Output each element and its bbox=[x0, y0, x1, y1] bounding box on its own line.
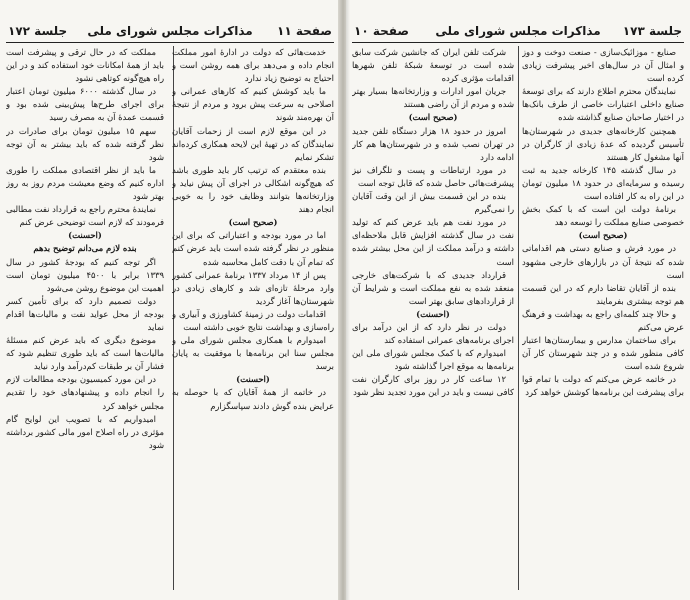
paragraph: مملکت که در حال ترقی و پیشرفت است باید از همهٔ امکانات خود استفاده کند و در این راه هیچ‌گونه کوتاهی نشود bbox=[6, 47, 164, 84]
paragraph: در مورد فرش و صنایع دستی هم اقداماتی شده که نتیجهٔ آن در بازارهای خارجی مشهود است bbox=[522, 243, 684, 280]
paragraph: برای ساختمان مدارس و بیمارستان‌ها اعتبار کافی منظور شده و در چند شهرستان کار آن شروع شده است bbox=[522, 335, 684, 372]
paragraph: خدمت‌هائی که دولت در ادارهٔ امور مملکت انجام داده و می‌دهد برای همه روشن است و احتیاج به توضیح زیاد ندارد bbox=[172, 47, 334, 84]
speaker-line: بنده لازم می‌دانم توضیح بدهم bbox=[33, 243, 137, 254]
paragraph: شرکت تلفن ایران که جانشین شرکت سابق شده است در توسعهٔ شبکهٔ تلفن شهرها اقدامات مؤثری کرده bbox=[352, 47, 514, 84]
paragraph: ما باید کوشش کنیم که کارهای عمرانی و اصلاحی به سرعت پیش برود و مردم از نتیجهٔ آن بهره‌مند شوند bbox=[172, 86, 334, 123]
left-page-header bbox=[8, 24, 332, 42]
interjection: (احسنت) bbox=[68, 230, 102, 241]
interjection: (احسنت) bbox=[416, 308, 450, 319]
right-page-title: مذاکرات مجلس شورای ملی bbox=[435, 24, 601, 38]
gutter-shadow bbox=[346, 0, 350, 600]
right-page-left-column bbox=[352, 46, 514, 594]
paragraph: دولت تصمیم دارد که برای تأمین کسر بودجه از محل عواید نفت و مالیات‌ها اقدام نماید bbox=[6, 295, 164, 332]
paragraph: نمایندگان محترم اطلاع دارند که برای توسعهٔ صنایع داخلی اعتبارات خاصی از طرف بانک‌ها در اختیار صاحبان صنایع گذاشته شده bbox=[522, 86, 684, 123]
paragraph: در این مورد کمیسیون بودجه مطالعات لازم را انجام داده و پیشنهادهای خود را تقدیم مجلس خواهد کرد bbox=[6, 374, 164, 411]
paragraph: امروز در حدود ۱۸ هزار دستگاه تلفن جدید در تهران نصب شده و در شهرستان‌ها هم کار ادامه دارد bbox=[352, 125, 514, 162]
interjection: (صحیح است) bbox=[408, 112, 458, 123]
paragraph: جریان امور ادارات و وزارتخانه‌ها بسیار بهتر شده و مردم از آن راضی هستند bbox=[352, 86, 514, 110]
right-page bbox=[346, 0, 690, 600]
paragraph: بنده در این قسمت بیش از این وقت آقایان را نمی‌گیرم bbox=[352, 191, 514, 215]
right-column-divider bbox=[518, 46, 519, 590]
left-page-title: مذاکرات مجلس شورای ملی bbox=[87, 24, 253, 38]
interjection: (صحیح است) bbox=[228, 217, 278, 228]
right-page-right-column bbox=[522, 46, 684, 594]
paragraph: در این موقع لازم است از زحمات آقایان نمایندگان که در تهیهٔ این لایحه همکاری کرده‌اند تشکر نمایم bbox=[172, 125, 334, 162]
paragraph: و حالا چند کلمه‌ای راجع به بهداشت و فرهنگ عرض می‌کنم bbox=[522, 308, 684, 332]
paragraph: صنایع - موزائیک‌سازی - صنعت دوخت و دوز و امثال آن در سال‌های اخیر پیشرفت زیادی کرده است bbox=[522, 47, 684, 84]
paragraph: اگر توجه کنیم که بودجهٔ کشور در سال ۱۳۳۹ برابر با ۴۵۰۰ میلیون تومان است اهمیت این موضوع روشن می‌شود bbox=[6, 256, 164, 293]
paragraph: در سال گذشته ۱۴۵ کارخانه جدید به ثبت رسیده و سرمایه‌ای در حدود ۱۸ میلیون تومان در این راه به کار افتاده است bbox=[522, 164, 684, 202]
paragraph: اقدامات دولت در زمینهٔ کشاورزی و آبیاری و راه‌سازی و بهداشت نتایج خوبی داشته است bbox=[172, 308, 334, 332]
paragraph: اما در مورد بودجه و اعتباراتی که برای این منظور در نظر گرفته شده است باید عرض کنم که تمام آن با دقت کامل محاسبه شده bbox=[172, 230, 334, 267]
paragraph: نمایندهٔ محترم راجع به قرارداد نفت مطالبی فرمودند که لازم است توضیحی عرض کنم bbox=[6, 204, 164, 228]
paragraph: در مورد ارتباطات و پست و تلگراف نیز پیشرفت‌هائی حاصل شده که قابل توجه است bbox=[352, 164, 514, 188]
paragraph: بنده معتقدم که ترتیب کار باید طوری باشد که هیچ‌گونه اشکالی در اجرای آن پیش نیاید و وزارتخانه‌ها بتوانند وظایف خود را به خوبی انجام دهند bbox=[172, 164, 334, 215]
interjection: (احسنت) bbox=[236, 374, 270, 385]
right-header-divider bbox=[352, 42, 684, 43]
paragraph: موضوع دیگری که باید عرض کنم مسئلهٔ مالیات‌ها است که باید طوری تنظیم شود که فشار آن بر طبقات کم‌درآمد وارد نیاید bbox=[6, 335, 164, 372]
paragraph: امیدوارم با همکاری مجلس شورای ملی و مجلس سنا این برنامه‌ها با موفقیت به پایان برسد bbox=[172, 335, 334, 372]
paragraph: ۱۲ ساعت کار در روز برای کارگران نفت کافی نیست و باید در این مورد تجدید نظر شود bbox=[352, 374, 514, 398]
right-page-header bbox=[354, 24, 682, 42]
paragraph: در سال گذشته ۶۰۰۰ میلیون تومان اعتبار برای اجرای طرح‌ها پیش‌بینی شده بود و قسمت عمدهٔ آن به مصرف رسید bbox=[6, 86, 164, 123]
paragraph: همچنین کارخانه‌های جدیدی در شهرستان‌ها تأسیس گردیده که عدهٔ زیادی از کارگران در آنها مشغول کار هستند bbox=[522, 125, 684, 162]
right-page-number: صفحة ۱۰ bbox=[354, 24, 409, 38]
left-page-right-column bbox=[172, 46, 334, 594]
left-page bbox=[0, 0, 340, 600]
paragraph: قرارداد جدیدی که با شرکت‌های خارجی منعقد شده به نفع مملکت است و شرایط آن از قراردادهای سابق بهتر است bbox=[352, 269, 514, 306]
paragraph: ما باید از نظر اقتصادی مملکت را طوری اداره کنیم که وضع معیشت مردم روز به روز بهتر شود bbox=[6, 164, 164, 202]
paragraph: امیدواریم که با تصویب این لوایح گام مؤثری در راه اصلاح امور مالی کشور برداشته شود bbox=[6, 413, 164, 450]
paragraph: سهم ۱۵ میلیون تومان برای صادرات در نظر گرفته شده که باید بیشتر به آن توجه شود bbox=[6, 125, 164, 162]
paragraph: در خاتمه از همهٔ آقایان که با حوصله به عرایض بنده گوش دادند سپاسگزارم bbox=[172, 387, 334, 411]
paragraph: بنده از آقایان تقاضا دارم که در این قسمت هم توجه بیشتری بفرمایند bbox=[522, 282, 684, 306]
left-header-divider bbox=[6, 42, 334, 43]
paragraph: در خاتمه عرض می‌کنم که دولت با تمام قوا برای پیشرفت این برنامه‌ها کوشش خواهد کرد bbox=[522, 374, 684, 398]
paragraph: برنامهٔ دولت این است که با کمک بخش خصوصی صنایع مملکت را توسعه دهد bbox=[522, 204, 684, 228]
paragraph: پس از ۱۴ مرداد ۱۳۳۷ برنامهٔ عمرانی کشور وارد مرحلهٔ تازه‌ای شد و کارهای زیادی در شهرستان‌ها آغاز گردید bbox=[172, 269, 334, 306]
left-page-left-column bbox=[6, 46, 164, 594]
paragraph: دولت در نظر دارد که از این درآمد برای اجرای برنامه‌های عمرانی استفاده کند bbox=[352, 321, 514, 346]
left-page-session: جلسة ۱۷۲ bbox=[8, 24, 68, 38]
interjection: (صحیح است) bbox=[578, 230, 628, 241]
left-page-number: صفحة ۱۱ bbox=[277, 24, 332, 38]
right-page-session: جلسة ۱۷۳ bbox=[622, 24, 682, 38]
paragraph: امیدوارم که با کمک مجلس شورای ملی این برنامه‌ها به موقع اجرا گذاشته شود bbox=[352, 348, 514, 372]
paragraph: در مورد نفت هم باید عرض کنم که تولید نفت در سال گذشته افزایش قابل ملاحظه‌ای داشته و درآمد مملکت از این محل بیشتر شده است bbox=[352, 217, 514, 267]
